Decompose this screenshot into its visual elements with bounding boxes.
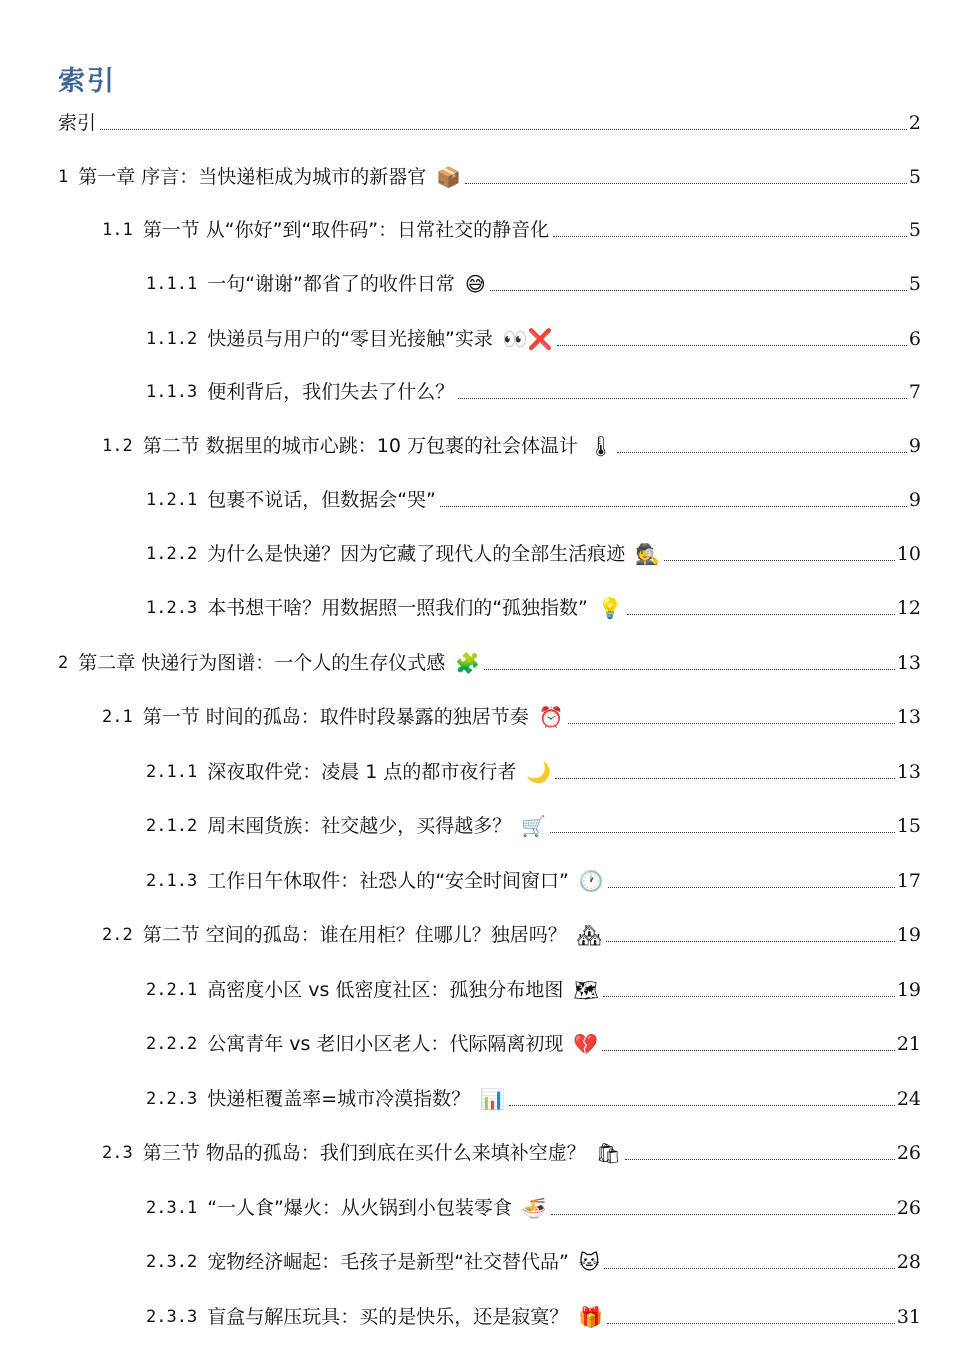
- toc-page-number: 9: [908, 489, 921, 511]
- toc-entry-subsection-1-1-2[interactable]: [146, 320, 921, 352]
- toc-entry-text: 包裹不说话，但数据会“哭”: [207, 489, 436, 511]
- toc-entry-text: 公寓青年 vs 老旧小区老人：代际隔离初现: [207, 1033, 564, 1055]
- toc-page-number: 26: [896, 1142, 921, 1164]
- toc-leader-dots: [627, 614, 895, 615]
- toc-leader-dots: [557, 345, 907, 346]
- houses-icon: 🏘: [576, 923, 603, 947]
- toc-page-number: 7: [908, 381, 921, 403]
- toc-page-number: 19: [896, 924, 921, 946]
- toc-entry-number: 1.2.2: [146, 544, 198, 564]
- toc-page-number: 6: [908, 328, 921, 350]
- toc-entry-number: 2.2.3: [146, 1089, 198, 1109]
- toc-page-number: 5: [908, 273, 921, 295]
- toc-entry-text: 第二节 空间的孤岛：谁在用柜？住哪儿？独居吗？: [142, 924, 567, 946]
- toc-entry-number: 1.1.1: [146, 274, 198, 294]
- toc-entry-text: 第一节 从“你好”到“取件码”：日常社交的静音化: [142, 219, 550, 241]
- cat-face-icon: 🐱: [578, 1250, 600, 1274]
- gift-icon: 🎁: [578, 1305, 604, 1329]
- toc-entry-section-2-1[interactable]: [102, 698, 921, 730]
- toc-page-number: 9: [908, 435, 921, 457]
- toc-entry-section-2-2[interactable]: [102, 916, 921, 948]
- toc-entry-section-1-1[interactable]: [102, 211, 921, 243]
- toc-entry-subsection-1-1-1[interactable]: [146, 265, 921, 297]
- toc-leader-dots: [604, 1268, 895, 1269]
- toc-entry-text: 一句“谢谢”都省了的收件日常: [207, 273, 455, 295]
- toc-entry-number: 2: [58, 653, 69, 673]
- toc-page-number: 28: [896, 1251, 921, 1273]
- detective-icon: 🕵: [635, 542, 661, 566]
- toc-leader-dots: [606, 941, 895, 942]
- bar-chart-icon: 📊: [480, 1087, 506, 1111]
- toc-entry-text: 索引: [58, 112, 97, 134]
- toc-entry-text: 为什么是快递？因为它藏了现代人的全部生活痕迹: [207, 543, 626, 565]
- toc-page-number: 13: [896, 706, 921, 728]
- toc-entry-number: 2.3: [102, 1143, 133, 1163]
- toc-entry-index[interactable]: [58, 104, 921, 136]
- toc-leader-dots: [568, 723, 895, 724]
- crescent-moon-icon: 🌙: [526, 760, 552, 784]
- toc-entry-text: 本书想干啥？用数据照一照我们的“孤独指数”: [207, 597, 588, 619]
- sweat-smile-icon: 😅: [464, 272, 486, 296]
- toc-entry-number: 2.1: [102, 707, 133, 727]
- toc-page-number: 31: [896, 1306, 921, 1328]
- toc-page-number: 15: [896, 815, 921, 837]
- toc-leader-dots: [617, 452, 907, 453]
- page-title: 索引: [58, 66, 116, 97]
- toc-entry-text: 第一节 时间的孤岛：取件时段暴露的独居节奏: [142, 706, 529, 728]
- puzzle-piece-icon: 🧩: [455, 651, 481, 675]
- shopping-cart-icon: 🛒: [521, 814, 547, 838]
- toc-entry-chapter-1[interactable]: [58, 158, 921, 190]
- broken-heart-icon: 💔: [573, 1032, 599, 1056]
- toc-entry-text: 盲盒与解压玩具：买的是快乐，还是寂寞？: [207, 1306, 569, 1328]
- toc-entry-subsection-2-3-3[interactable]: [146, 1298, 921, 1330]
- toc-leader-dots: [555, 778, 895, 779]
- toc-entry-subsection-1-1-3[interactable]: [146, 373, 921, 405]
- toc-page-number: 26: [896, 1197, 921, 1219]
- toc-page-number: 21: [896, 1033, 921, 1055]
- toc-leader-dots: [484, 669, 895, 670]
- toc-page-number: 12: [896, 597, 921, 619]
- toc-entry-number: 1.2.1: [146, 490, 198, 510]
- toc-page-number: 13: [896, 652, 921, 674]
- toc-entry-subsection-2-1-3[interactable]: [146, 862, 921, 894]
- toc-page-number: 24: [896, 1088, 921, 1110]
- toc-leader-dots: [509, 1105, 895, 1106]
- toc-entry-number: 2.2.1: [146, 980, 198, 1000]
- toc-leader-dots: [602, 1050, 894, 1051]
- toc-entry-subsection-1-2-1[interactable]: [146, 481, 921, 513]
- toc-entry-subsection-1-2-2[interactable]: [146, 535, 921, 567]
- toc-entry-subsection-2-3-1[interactable]: [146, 1189, 921, 1221]
- toc-entry-text: 宠物经济崛起：毛孩子是新型“社交替代品”: [207, 1251, 569, 1273]
- toc-entry-subsection-2-1-2[interactable]: [146, 807, 921, 839]
- toc-entry-number: 1.2.3: [146, 598, 198, 618]
- toc-entry-number: 2.1.1: [146, 762, 198, 782]
- toc-leader-dots: [100, 129, 907, 130]
- noodle-bowl-icon: 🍜: [521, 1196, 547, 1220]
- toc-leader-dots: [458, 398, 907, 399]
- toc-entry-number: 2.1.2: [146, 816, 198, 836]
- toc-entry-subsection-2-2-2[interactable]: [146, 1025, 921, 1057]
- toc-entry-number: 2.3.3: [146, 1307, 198, 1327]
- toc-leader-dots: [465, 183, 907, 184]
- toc-entry-number: 1.1: [102, 220, 133, 240]
- eyes-cross-icon: 👀❌: [502, 327, 553, 351]
- alarm-clock-icon: ⏰: [538, 705, 564, 729]
- lightbulb-icon: 💡: [597, 596, 623, 620]
- toc-leader-dots: [607, 1323, 895, 1324]
- toc-entry-number: 2.3.2: [146, 1252, 198, 1272]
- toc-entry-number: 1: [58, 167, 69, 187]
- toc-entry-text: “一人食”爆火：从火锅到小包装零食: [207, 1197, 512, 1219]
- toc-entry-subsection-2-2-1[interactable]: [146, 971, 921, 1003]
- toc-page-number: 5: [908, 166, 921, 188]
- toc-leader-dots: [440, 506, 907, 507]
- toc-entry-section-1-2[interactable]: [102, 427, 921, 459]
- toc-entry-text: 快递员与用户的“零目光接触”实录: [207, 328, 493, 350]
- toc-entry-number: 2.2.2: [146, 1034, 198, 1054]
- toc-page-number: 17: [896, 870, 921, 892]
- toc-entry-section-2-3[interactable]: [102, 1134, 921, 1166]
- toc-entry-text: 周末囤货族：社交越少，买得越多？: [207, 815, 512, 837]
- toc-entry-subsection-2-3-2[interactable]: [146, 1243, 921, 1275]
- toc-leader-dots: [550, 832, 895, 833]
- toc-page-number: 2: [908, 112, 921, 134]
- toc-entry-text: 第二节 数据里的城市心跳：10 万包裹的社会体温计: [142, 435, 578, 457]
- toc-entry-text: 便利背后，我们失去了什么？: [207, 381, 455, 403]
- shopping-bags-icon: 🛍: [595, 1141, 622, 1165]
- toc-leader-dots: [551, 1214, 895, 1215]
- toc-entry-text: 高密度小区 vs 低密度社区：孤独分布地图: [207, 979, 564, 1001]
- toc-leader-dots: [608, 887, 895, 888]
- toc-entry-text: 第二章 快递行为图谱：一个人的生存仪式感: [78, 652, 446, 674]
- toc-entry-number: 2.2: [102, 925, 133, 945]
- toc-entry-number: 2.1.3: [146, 871, 198, 891]
- toc-entry-text: 第一章 序言：当快递柜成为城市的新器官: [78, 166, 427, 188]
- toc-page-number: 5: [908, 219, 921, 241]
- toc-page-number: 10: [896, 543, 921, 565]
- toc-entry-number: 1.1.3: [146, 382, 198, 402]
- toc-leader-dots: [603, 996, 895, 997]
- world-map-icon: 🗺: [573, 978, 599, 1002]
- toc-leader-dots: [664, 560, 895, 561]
- toc-leader-dots: [553, 236, 907, 237]
- toc-entry-subsection-2-2-3[interactable]: [146, 1080, 921, 1112]
- toc-entry-chapter-2[interactable]: [58, 644, 921, 676]
- toc-entry-number: 2.3.1: [146, 1198, 198, 1218]
- toc-entry-text: 第三节 物品的孤岛：我们到底在买什么来填补空虚？: [142, 1142, 586, 1164]
- toc-entry-text: 工作日午休取件：社恐人的“安全时间窗口”: [207, 870, 569, 892]
- clock-icon: 🕐: [578, 869, 604, 893]
- toc-entry-number: 1.2: [102, 436, 133, 456]
- toc-leader-dots: [490, 290, 907, 291]
- package-icon: 📦: [436, 165, 462, 189]
- toc-entry-text: 快递柜覆盖率=城市冷漠指数？: [207, 1088, 471, 1110]
- toc-entry-text: 深夜取件党：凌晨 1 点的都市夜行者: [207, 761, 517, 783]
- toc-leader-dots: [625, 1159, 895, 1160]
- thermometer-icon: 🌡: [587, 434, 614, 458]
- toc-entry-subsection-1-2-3[interactable]: [146, 589, 921, 621]
- toc-page-number: 13: [896, 761, 921, 783]
- toc-entry-number: 1.1.2: [146, 329, 198, 349]
- toc-entry-subsection-2-1-1[interactable]: [146, 753, 921, 785]
- toc-page-number: 19: [896, 979, 921, 1001]
